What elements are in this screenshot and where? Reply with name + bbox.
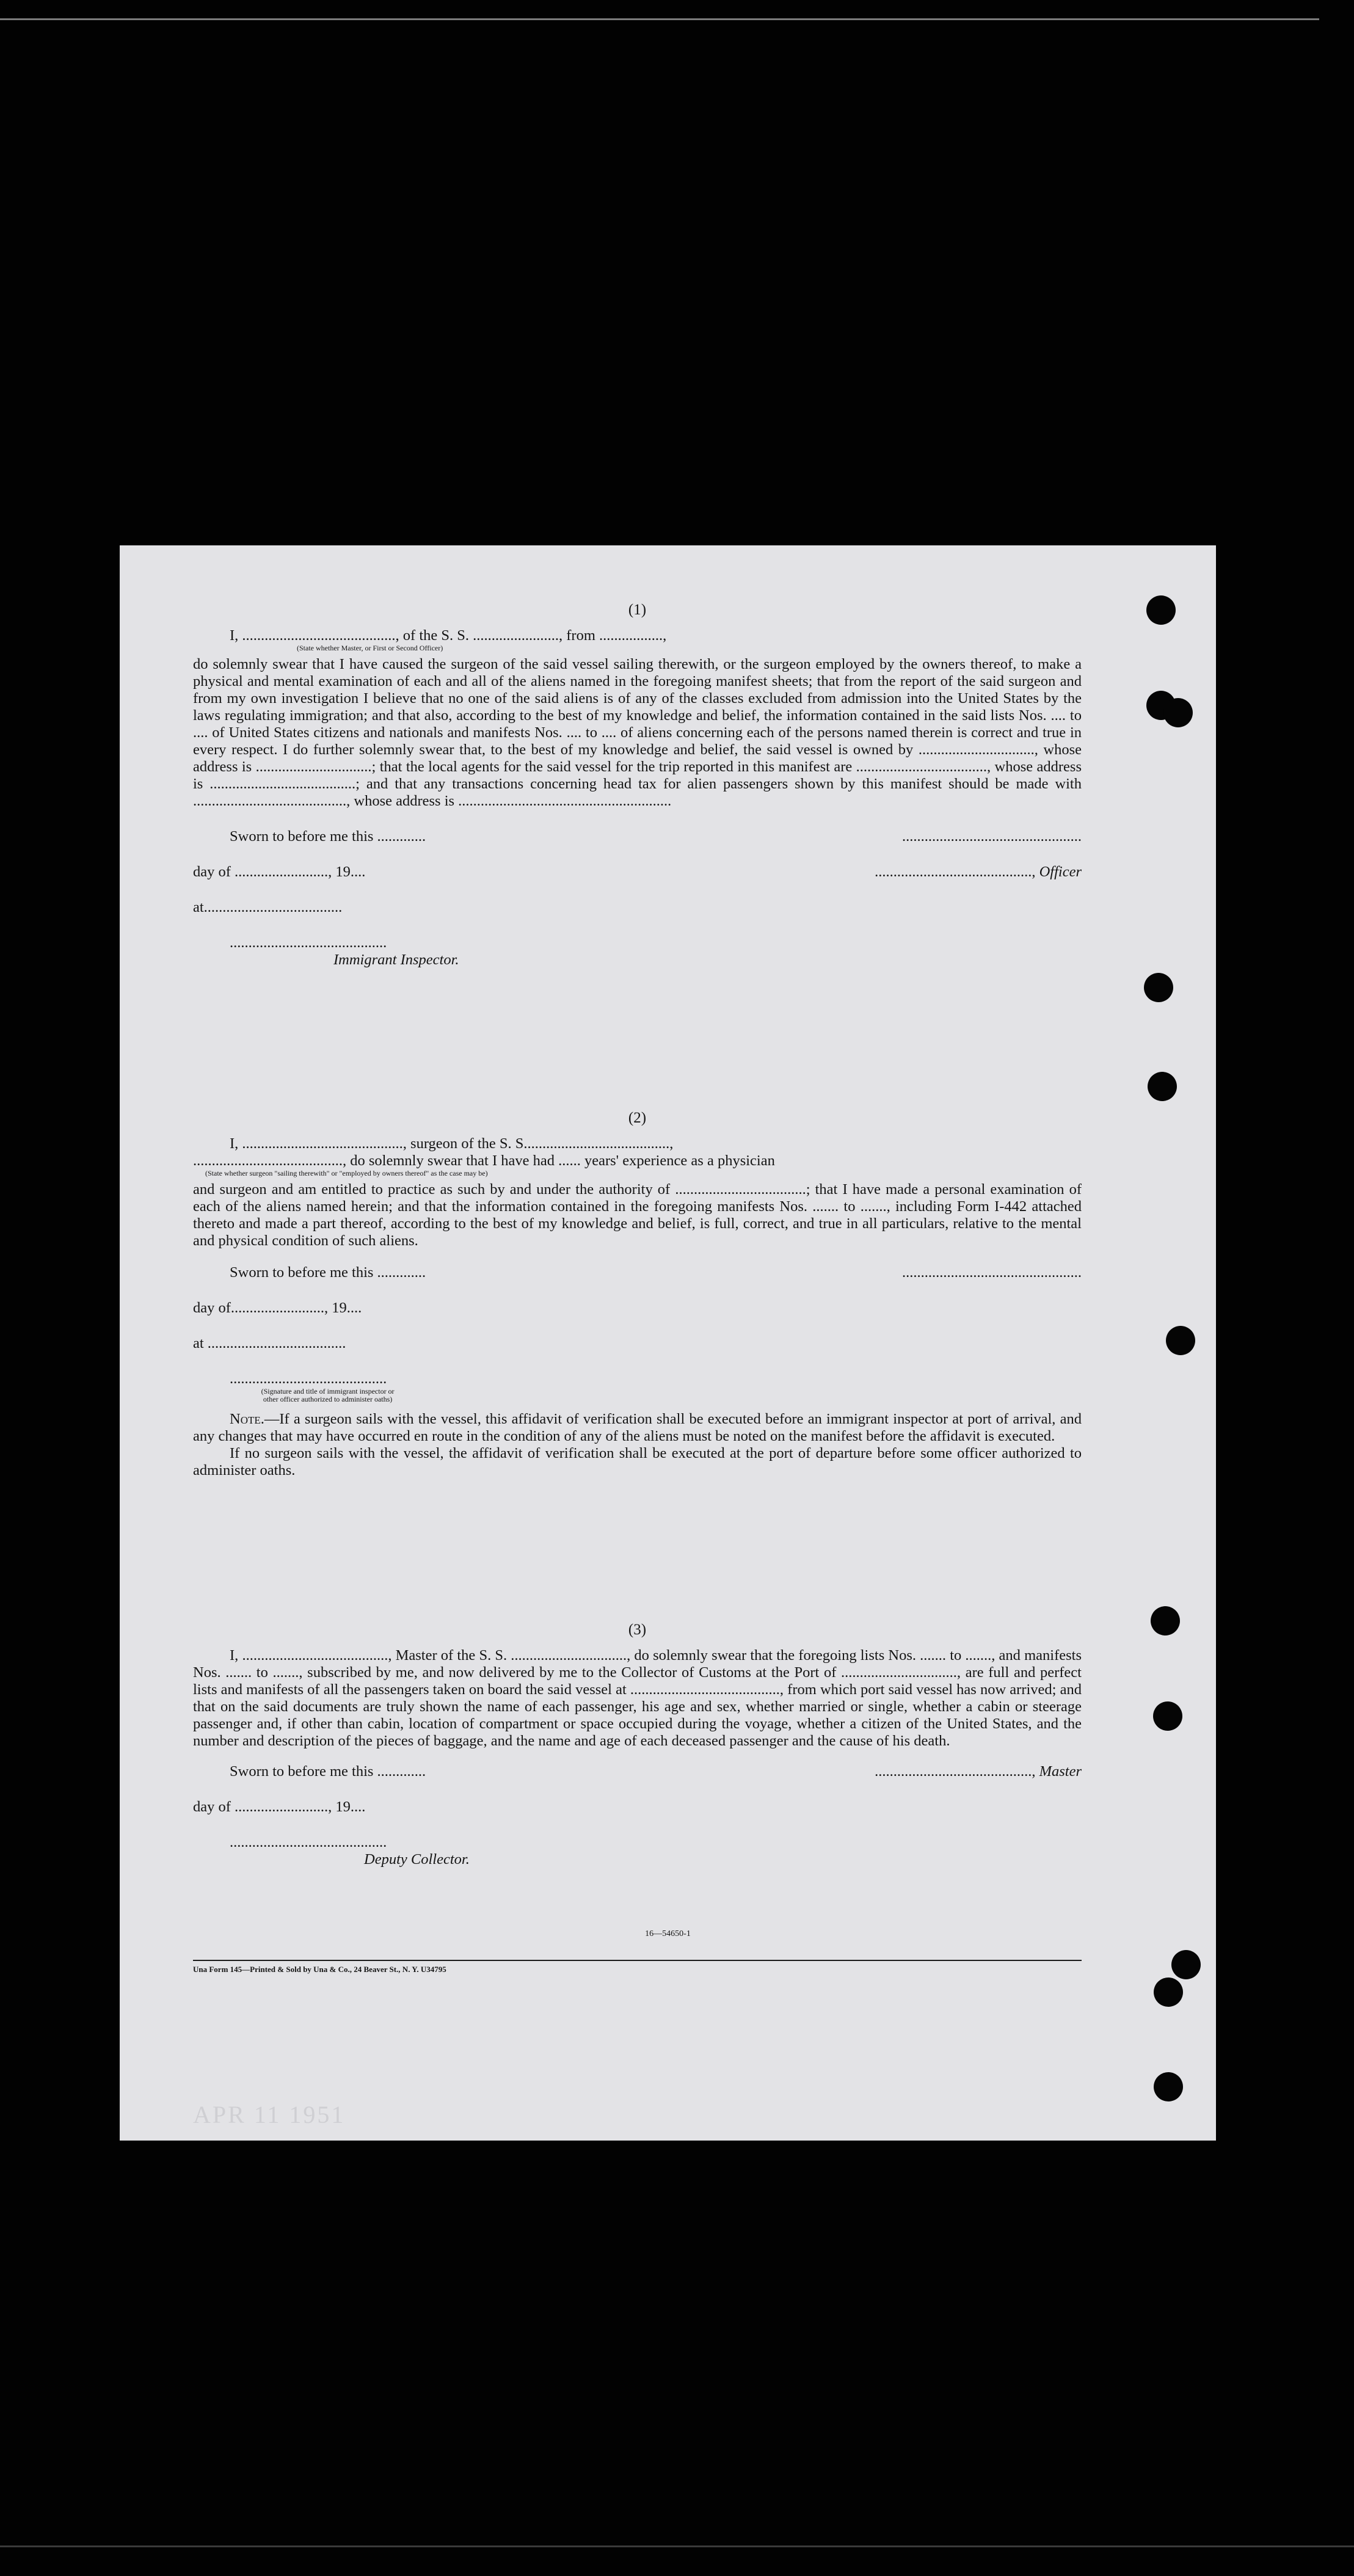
section-number: (3) bbox=[628, 1621, 647, 1638]
note-label: Note. bbox=[230, 1411, 264, 1427]
field-caption: (State whether Master, or First or Second Officer) bbox=[297, 644, 443, 652]
collector-title: Deputy Collector. bbox=[364, 1851, 470, 1868]
affidavit-page bbox=[120, 545, 1216, 2141]
place-line: at ..................................... bbox=[193, 1335, 346, 1352]
officer-dots: .........................................., bbox=[875, 864, 1039, 880]
punch-hole bbox=[1166, 1326, 1195, 1355]
officer-title: Officer bbox=[1039, 864, 1082, 880]
signature-dots: .......................................... bbox=[230, 1370, 387, 1387]
punch-hole bbox=[1154, 2072, 1183, 2101]
punch-hole bbox=[1171, 1950, 1201, 1979]
date-line: day of ........................., 19.... bbox=[193, 864, 366, 880]
field-caption: (State whether surgeon "sailing therewith" or "employed by owners thereof" as the case may be) bbox=[205, 1169, 488, 1177]
signature-dots: .......................................... bbox=[230, 934, 387, 951]
note-paragraph-2: If no surgeon sails with the vessel, the affidavit of verification shall be executed at the port of departure before some officer authorized to administer oaths. bbox=[193, 1445, 1082, 1479]
master-dots: .........................................., bbox=[875, 1763, 1039, 1780]
oath-body: I, ......................................., Master of the S. S. ..............................., do solemnly swear that the foregoing lists Nos. ....... to ......., and manifests Nos. ....... to ......., subscribed by me, and now delivered by me to the Collector of Customs at the Port of ..............................., are full and perfect lists and manifests of all the passengers taken on board the said vessel at ........................................, from which port said vessel has now arrived; and that on the said documents are truly shown the name of each passenger, his age and sex, whether married or single, whether a cabin or steerage passenger and, if other than cabin, location of compartment or space occupied during the voyage, whether a citizen of the United States, and the number and description of the pieces of baggage, and the name and age of each deceased passenger and the cause of his death. bbox=[193, 1647, 1082, 1749]
surgeon-oath-line: I, ..........................................., surgeon of the S. S......................................., bbox=[230, 1135, 674, 1152]
sworn-line: Sworn to before me this ............. bbox=[230, 1264, 426, 1281]
signature-block bbox=[193, 1763, 1082, 1868]
section-number: (1) bbox=[628, 602, 647, 618]
date-line: day of........................., 19.... bbox=[193, 1300, 362, 1316]
punch-hole bbox=[1151, 1606, 1180, 1635]
signature-block bbox=[193, 1264, 1082, 1403]
punch-hole bbox=[1144, 973, 1173, 1002]
printer-imprint: Una Form 145—Printed & Sold by Una & Co., 24 Beaver St., N. Y. U34795 bbox=[193, 1965, 446, 1974]
sworn-line: Sworn to before me this ............. bbox=[230, 828, 426, 845]
surgeon-signature-dots: ................................................ bbox=[902, 1264, 1082, 1281]
inspector-title: Immigrant Inspector. bbox=[333, 951, 459, 968]
date-stamp: APR 11 1951 bbox=[193, 2101, 346, 2128]
oath-body: and surgeon and am entitled to practice as such by and under the authority of ...................................; that I have made a personal examination of each of the aliens named herein; and that the information contained in the foregoing manifests Nos. ....... to ......., including Form I-442 attached thereto and made a part thereof, according to the best of my knowledge and belief, is full, correct, and true in all particulars, relative to the mental and physical condition of such aliens. bbox=[193, 1181, 1082, 1249]
signature-dots: .......................................... bbox=[230, 1834, 387, 1850]
date-line: day of ........................., 19.... bbox=[193, 1799, 366, 1815]
scan-top-edge bbox=[0, 18, 1319, 20]
punch-hole bbox=[1154, 1977, 1183, 2007]
punch-hole bbox=[1153, 1701, 1182, 1731]
note-text: —If a surgeon sails with the vessel, this affidavit of verification shall be executed before an immigrant inspector at port of arrival, and any changes that may have occurred en route in the condition of any of the aliens must be noted on the manifest before the affidavit is executed. bbox=[193, 1411, 1082, 1444]
scan-bottom-edge bbox=[0, 2545, 1354, 2547]
affidavit-section-1 bbox=[193, 602, 1082, 969]
signature-caption: other officer authorized to administer oaths) bbox=[263, 1395, 393, 1403]
note-paragraph bbox=[193, 1411, 1082, 1445]
place-line: at..................................... bbox=[193, 899, 343, 915]
signature-caption: (Signature and title of immigrant inspector or bbox=[261, 1387, 395, 1395]
master-oath-line: I, ........................................., of the S. S. ......................., from ................., bbox=[230, 627, 667, 644]
form-number: 16—54650-1 bbox=[645, 1929, 691, 1938]
master-title: Master bbox=[1039, 1763, 1082, 1780]
footer-rule bbox=[193, 1960, 1082, 1961]
punch-hole bbox=[1146, 595, 1176, 625]
officer-signature-dots: ................................................ bbox=[902, 828, 1082, 845]
section-number: (2) bbox=[628, 1110, 647, 1126]
affidavit-section-3 bbox=[193, 1621, 1082, 1868]
punch-hole bbox=[1163, 698, 1193, 727]
oath-body: do solemnly swear that I have caused the surgeon of the said vessel sailing therewith, or the surgeon employed by the owners thereof, to make a physical and mental examination of each and all of the aliens named in the foregoing manifest sheets; that from the report of the said surgeon and from my own investigation I believe that no one of the said aliens is of any of the classes excluded from admission into the United States by the laws regulating immigration; and that also, according to the best of my knowledge and belief, the information contained in the said lists Nos. .... to .... of United States citizens and nationals and manifests Nos. .... to .... of aliens concerning each of the persons named therein is correct and true in every respect. I do further solemnly swear that, to the best of my knowledge and belief, the said vessel is owned by ..............................., whose address is ...............................; that the local agents for the said vessel for the trip reported in this manifest are ..................................., whose address is .......................................; and that any transactions concerning head tax for alien passengers shown by this manifest should be made with ........................................., whose address is ......................................................... bbox=[193, 656, 1082, 809]
surgeon-experience-line: ........................................, do solemnly swear that I have had ...... years' experience as a physician bbox=[193, 1152, 775, 1169]
signature-block bbox=[193, 828, 1082, 969]
sworn-line: Sworn to before me this ............. bbox=[230, 1763, 426, 1780]
affidavit-section-2 bbox=[193, 1110, 1082, 1479]
punch-hole bbox=[1148, 1072, 1177, 1101]
